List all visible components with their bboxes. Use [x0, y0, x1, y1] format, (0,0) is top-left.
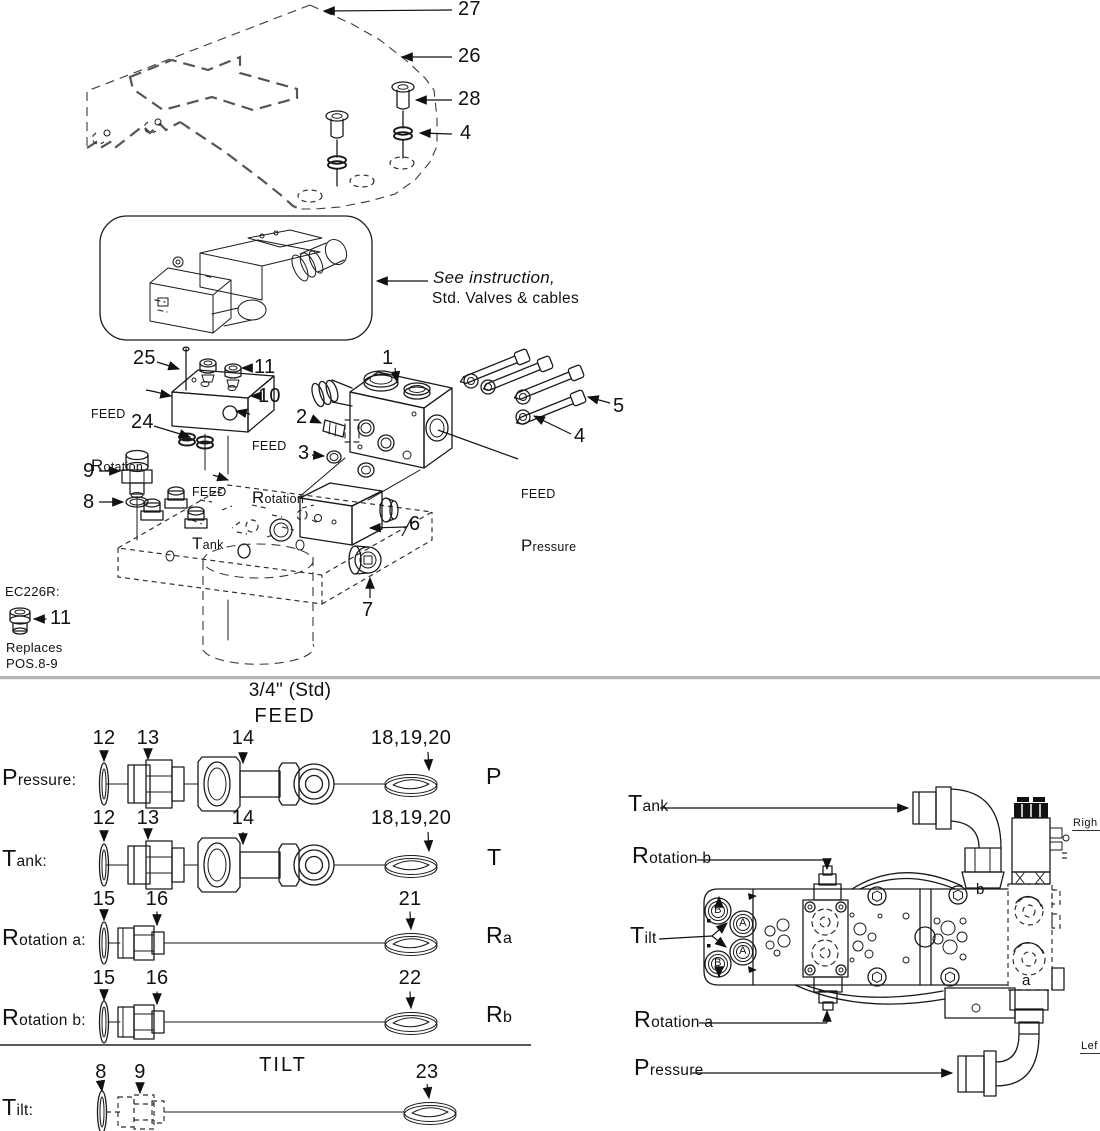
cover-outline	[87, 5, 437, 209]
callout-23: 23	[415, 1061, 439, 1083]
callout-16-rota: 16	[145, 888, 169, 910]
callout-2: 2	[296, 406, 308, 428]
port-circle-A-bottom: A	[739, 945, 747, 957]
callout-13-pressure: 13	[136, 727, 160, 749]
mounting-bolts-5	[458, 348, 587, 428]
callout-1: 1	[382, 347, 394, 369]
feed-section-title: FEED	[254, 705, 316, 727]
rotation-a-port-fitting	[1010, 990, 1048, 1034]
label-line: Pressure	[521, 536, 577, 555]
label-line: Tank	[192, 534, 224, 553]
callout-10: 10	[258, 385, 281, 407]
label-line: FEED	[192, 485, 227, 499]
label-feed-rotation-left	[91, 371, 143, 493]
label-line: Rotation	[91, 456, 144, 475]
callout-14-tank: 14	[231, 807, 255, 829]
callout-15-rota: 15	[92, 888, 116, 910]
feed-row-rotation-a	[100, 912, 438, 964]
pressure-valve-block	[298, 371, 452, 500]
tilt-section-title: TILT	[259, 1054, 307, 1076]
callout-3: 3	[298, 442, 310, 464]
feed-size-title: 3/4" (Std)	[248, 680, 332, 701]
callout-12-pressure: 12	[92, 727, 116, 749]
port-label-a: a	[1022, 972, 1031, 989]
callout-26: 26	[458, 45, 481, 67]
row-label-tank: Tank:	[2, 845, 48, 871]
callout-9: 9	[83, 460, 95, 482]
label-feed-pressure	[521, 451, 576, 573]
callout-6: 6	[409, 513, 421, 535]
assembly-label-pressure: Pressure	[634, 1054, 704, 1080]
ec226r-plug-icon	[10, 608, 46, 634]
port-circle-B-top: B	[714, 904, 722, 916]
cover-screws	[326, 82, 414, 186]
callout-4-top: 4	[460, 122, 472, 144]
tilt-row	[98, 1084, 457, 1131]
port-letter-rb: Rb	[486, 1001, 513, 1027]
callout-25: 25	[133, 347, 156, 369]
callout-14-pressure: 14	[231, 727, 255, 749]
callout-24: 24	[131, 411, 154, 433]
solenoid-valve	[1012, 797, 1070, 884]
callout-8: 8	[83, 491, 95, 513]
instruction-box	[100, 216, 428, 340]
callout-12-tank: 12	[92, 807, 116, 829]
sub-valve-block-6	[300, 483, 398, 545]
callout-8-tilt: 8	[95, 1061, 107, 1083]
row-label-tilt: Tilt:	[2, 1094, 34, 1120]
callout-4-bolts: 4	[574, 425, 586, 447]
label-feed-tank	[192, 449, 227, 571]
label-line: FEED	[91, 407, 126, 421]
valve-assembly-front	[659, 787, 1070, 1096]
row-label-rotation-b: Rotation b:	[2, 1004, 86, 1030]
assembly-label-tank: Tank	[628, 790, 669, 816]
instruction-note-line2: Std. Valves & cables	[432, 290, 580, 307]
pressure-elbow-fitting	[958, 1034, 1039, 1096]
callout-28: 28	[458, 88, 481, 110]
ec226r-title: EC226R:	[5, 584, 60, 599]
cover-leaders	[324, 10, 452, 134]
port-letter-p: P	[486, 763, 502, 789]
callout-7: 7	[362, 599, 374, 621]
feed-row-tank	[100, 832, 438, 892]
callout-22: 22	[398, 967, 422, 989]
assembly-label-rotation-a: Rotation a	[634, 1006, 714, 1032]
port-letter-t: T	[487, 844, 502, 870]
port-circle-B-bottom: B	[714, 957, 722, 969]
row-label-rotation-a: Rotation a:	[2, 924, 86, 950]
row-label-pressure: Pressure:	[2, 764, 77, 790]
section-divider	[0, 676, 1100, 679]
ec226r-note1: Replaces	[6, 640, 63, 655]
std-valve-thumbnail	[150, 230, 351, 333]
callout-181920-pressure: 18,19,20	[370, 727, 452, 749]
assembly-label-tilt: Tilt	[630, 922, 657, 948]
callout-5: 5	[613, 395, 625, 417]
port-label-b: b	[976, 881, 985, 898]
tank-elbow-fitting	[913, 787, 1004, 888]
instruction-note-line1: See instruction,	[433, 268, 555, 287]
feed-row-rotation-b	[100, 992, 438, 1043]
callout-15-rotb: 15	[92, 967, 116, 989]
callout-181920-tank: 18,19,20	[370, 807, 452, 829]
assembly-label-rotation-b: Rotation b	[632, 842, 712, 868]
label-line: FEED	[521, 487, 556, 501]
label-line: FEED	[252, 439, 287, 453]
callout-27: 27	[458, 0, 481, 20]
feed-row-pressure	[100, 752, 438, 811]
edge-label-left: Lef	[1080, 1040, 1100, 1054]
callout-13-tank: 13	[136, 807, 160, 829]
ec226r-callout-11: 11	[50, 607, 72, 629]
edge-label-right: Righ	[1072, 817, 1100, 831]
port-circle-A-top: A	[739, 917, 747, 929]
callout-11: 11	[254, 356, 276, 378]
port-letter-ra: Ra	[486, 922, 513, 948]
callout-16-rotb: 16	[145, 967, 169, 989]
callout-9-tilt: 9	[134, 1061, 146, 1083]
label-feed-rotation-right	[252, 403, 304, 525]
ec226r-note2: POS.8-9	[6, 656, 58, 671]
right-port-block	[1008, 884, 1064, 990]
callout-21: 21	[398, 888, 422, 910]
label-line: Rotation	[252, 488, 305, 507]
